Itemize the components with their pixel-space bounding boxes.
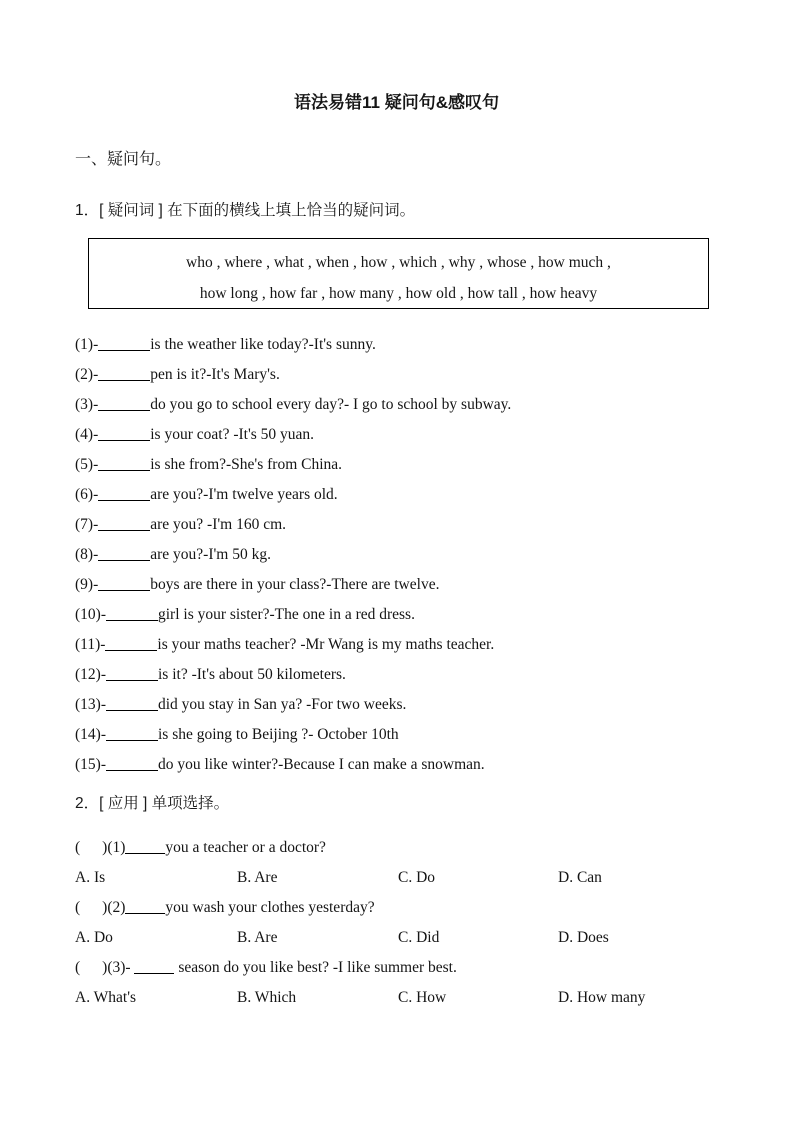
answer-blank[interactable] xyxy=(98,515,150,531)
fill-item-text: boys are there in your class?-There are twelve. xyxy=(150,576,440,593)
fill-item-number: (1)- xyxy=(75,336,99,353)
mc-question-2 xyxy=(75,897,375,918)
word-bank-line-2: how long , how far , how many , how old , how tall , how heavy xyxy=(199,285,598,302)
answer-blank[interactable] xyxy=(106,665,158,681)
fill-item-7 xyxy=(75,514,286,535)
option-d: D. How many xyxy=(558,989,646,1006)
answer-blank[interactable] xyxy=(98,395,150,411)
open-paren: ( xyxy=(75,839,81,856)
fill-item-number: (7)- xyxy=(75,516,99,533)
fill-item-number: (14)- xyxy=(75,726,106,743)
mc-question-text: you wash your clothes yesterday? xyxy=(165,899,375,916)
answer-blank[interactable] xyxy=(134,958,174,974)
fill-item-14 xyxy=(75,724,399,745)
answer-blank[interactable] xyxy=(98,575,150,591)
fill-item-text: is she going to Beijing ?- October 10th xyxy=(158,726,399,743)
answer-blank[interactable] xyxy=(106,605,158,621)
option-d: D. Can xyxy=(558,869,602,886)
fill-item-number: (5)- xyxy=(75,456,99,473)
mc-question-1 xyxy=(75,837,326,858)
fill-item-text: did you stay in San ya? -For two weeks. xyxy=(158,696,407,713)
answer-blank[interactable] xyxy=(125,898,165,914)
fill-item-text: are you? -I'm 160 cm. xyxy=(150,516,287,533)
mc-question-3 xyxy=(75,957,457,978)
option-a: A. What's xyxy=(75,989,137,1006)
answer-blank[interactable] xyxy=(98,485,150,501)
fill-item-8 xyxy=(75,544,271,565)
fill-item-number: (10)- xyxy=(75,606,106,623)
fill-item-1 xyxy=(75,334,376,355)
answer-blank[interactable] xyxy=(98,545,150,561)
fill-item-number: (3)- xyxy=(75,396,99,413)
fill-item-number: (12)- xyxy=(75,666,106,683)
option-b: B. Are xyxy=(237,869,278,886)
fill-item-text: is your coat? -It's 50 yuan. xyxy=(150,426,315,443)
fill-item-number: (4)- xyxy=(75,426,99,443)
fill-item-2 xyxy=(75,364,280,385)
fill-item-text: do you go to school every day?- I go to school by subway. xyxy=(150,396,512,413)
mc-options-row-3 xyxy=(0,987,793,1008)
fill-item-number: (2)- xyxy=(75,366,99,383)
section-1-heading: 一、疑问句。 xyxy=(75,151,172,168)
answer-blank[interactable] xyxy=(98,365,150,381)
fill-item-text: is the weather like today?-It's sunny. xyxy=(150,336,376,353)
option-b: B. Which xyxy=(237,989,297,1006)
fill-item-text: are you?-I'm twelve years old. xyxy=(150,486,338,503)
fill-item-number: (13)- xyxy=(75,696,106,713)
close-paren: ) xyxy=(102,899,108,916)
mc-number: (1) xyxy=(107,839,126,856)
fill-item-11 xyxy=(75,634,494,655)
word-bank-box xyxy=(88,238,709,309)
answer-blank[interactable] xyxy=(106,755,158,771)
fill-item-number: (6)- xyxy=(75,486,99,503)
fill-item-12 xyxy=(75,664,346,685)
fill-item-text: is it? -It's about 50 kilometers. xyxy=(158,666,346,683)
answer-blank[interactable] xyxy=(98,335,150,351)
close-paren: ) xyxy=(102,839,108,856)
fill-item-6 xyxy=(75,484,338,505)
fill-item-text: is your maths teacher? -Mr Wang is my maths teacher. xyxy=(157,636,495,653)
mc-question-text: season do you like best? -I like summer best. xyxy=(174,959,457,976)
fill-item-text: do you like winter?-Because I can make a snowman. xyxy=(158,756,485,773)
answer-blank[interactable] xyxy=(125,838,165,854)
option-b: B. Are xyxy=(237,929,278,946)
answer-blank[interactable] xyxy=(106,695,158,711)
fill-item-number: (8)- xyxy=(75,546,99,563)
option-c: C. Did xyxy=(398,929,440,946)
fill-item-15 xyxy=(75,754,485,775)
page-title: 语法易错11 疑问句&感叹句 xyxy=(294,93,499,112)
fill-item-4 xyxy=(75,424,314,445)
option-c: C. Do xyxy=(398,869,436,886)
close-paren: ) xyxy=(102,959,108,976)
question-1-heading: 1．[ 疑问词 ] 在下面的横线上填上恰当的疑问词。 xyxy=(75,202,416,219)
answer-blank[interactable] xyxy=(105,635,157,651)
mc-number: (2) xyxy=(107,899,126,916)
answer-blank[interactable] xyxy=(98,425,150,441)
option-a: A. Do xyxy=(75,929,113,946)
fill-item-9 xyxy=(75,574,439,595)
fill-item-text: are you?-I'm 50 kg. xyxy=(150,546,271,563)
open-paren: ( xyxy=(75,899,81,916)
word-bank-line-1: who , where , what , when , how , which , why , whose , how much , xyxy=(186,254,611,271)
mc-number: (3) xyxy=(107,959,126,976)
mc-question-text: you a teacher or a doctor? xyxy=(165,839,326,856)
fill-item-10 xyxy=(75,604,415,625)
open-paren: ( xyxy=(75,959,81,976)
option-a: A. Is xyxy=(75,869,106,886)
question-2-heading: 2．[ 应用 ] 单项选择。 xyxy=(75,795,230,812)
answer-blank[interactable] xyxy=(98,455,150,471)
fill-item-5 xyxy=(75,454,342,475)
fill-item-number: (9)- xyxy=(75,576,99,593)
option-c: C. How xyxy=(398,989,447,1006)
mc-dash: - xyxy=(125,959,135,976)
fill-item-number: (15)- xyxy=(75,756,106,773)
mc-options-row-1 xyxy=(0,867,793,888)
fill-item-text: is she from?-She's from China. xyxy=(150,456,343,473)
fill-item-number: (11)- xyxy=(75,636,106,653)
mc-options-row-2 xyxy=(0,927,793,948)
fill-item-text: pen is it?-It's Mary's. xyxy=(150,366,280,383)
option-d: D. Does xyxy=(558,929,609,946)
fill-item-3 xyxy=(75,394,511,415)
fill-item-13 xyxy=(75,694,406,715)
answer-blank[interactable] xyxy=(106,725,158,741)
fill-item-text: girl is your sister?-The one in a red dress. xyxy=(158,606,415,623)
